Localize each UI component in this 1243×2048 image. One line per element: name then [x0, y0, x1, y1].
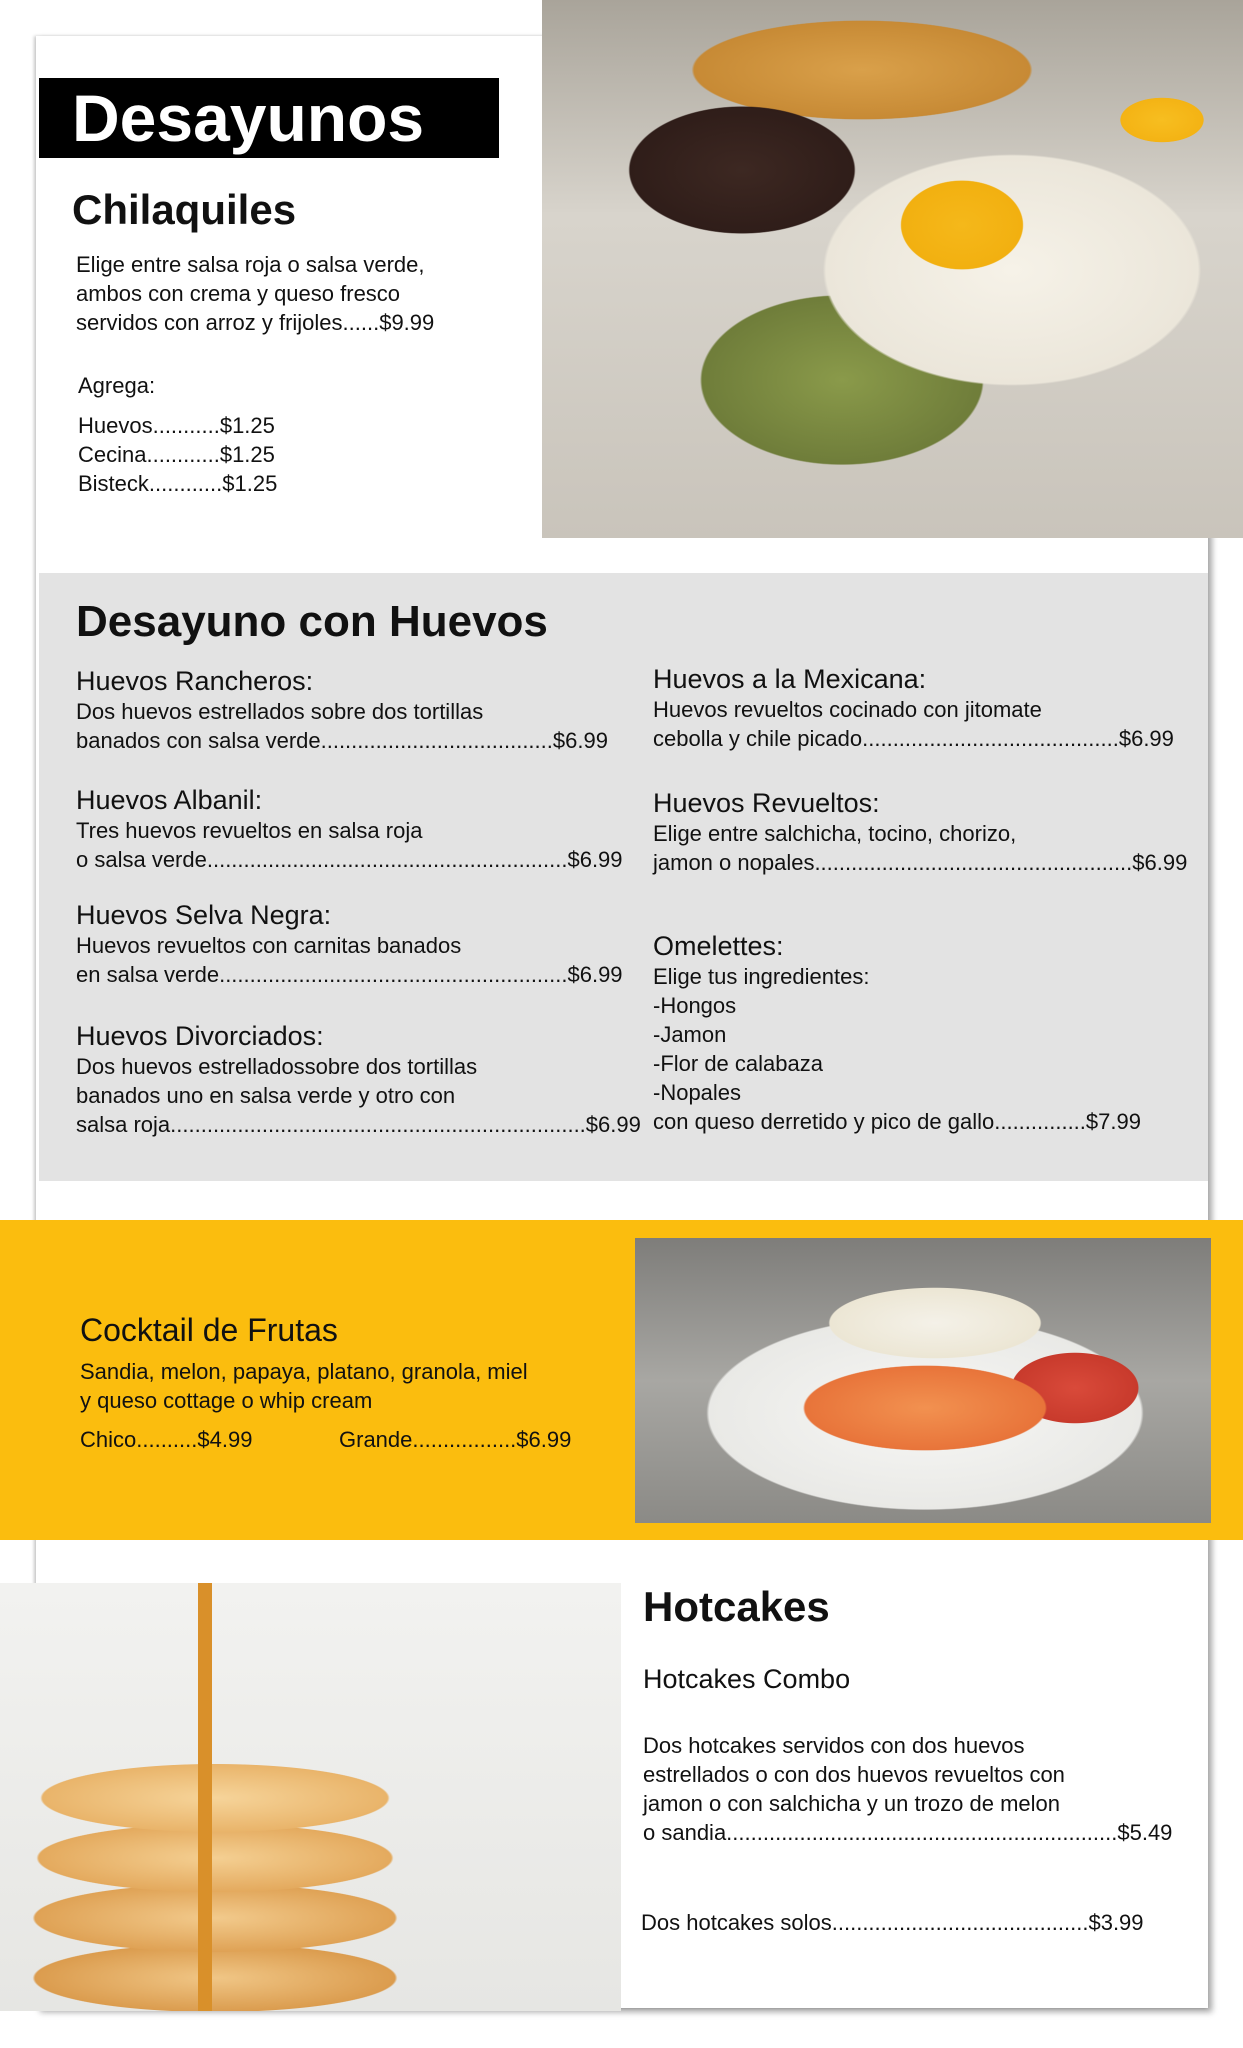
item-name: Huevos Rancheros: — [76, 666, 314, 696]
menu-item — [76, 1020, 641, 1139]
huevos-section-title: Desayuno con Huevos — [76, 597, 548, 646]
hotcakes-desc-line: jamon o con salchicha y un trozo de melon — [643, 1791, 1061, 1816]
hotcakes-title: Hotcakes — [643, 1583, 830, 1630]
item-desc-line: banados con salsa verde......................................$6.99 — [76, 728, 608, 753]
menu-item — [653, 930, 1141, 1136]
menu-item — [76, 665, 608, 755]
chilaquiles-title: Chilaquiles — [72, 186, 297, 233]
chilaquiles-desc-line: ambos con crema y queso fresco — [76, 281, 401, 306]
item-name: Huevos Selva Negra: — [76, 900, 332, 930]
item-desc-line: -Flor de calabaza — [653, 1051, 823, 1076]
extra-item: Cecina............$1.25 — [78, 442, 275, 467]
cocktail-chico-price: Chico..........$4.99 — [80, 1427, 253, 1452]
item-desc-line: Tres huevos revueltos en salsa roja — [76, 818, 423, 843]
item-desc-line: -Nopales — [653, 1080, 742, 1105]
item-desc-line: -Jamon — [653, 1022, 727, 1047]
chilaquiles-desc — [76, 250, 434, 337]
item-desc-line: -Hongos — [653, 993, 737, 1018]
item-desc-line: Elige tus ingredientes: — [653, 964, 870, 989]
item-desc-line: Dos huevos estrelladossobre dos tortillas — [76, 1054, 478, 1079]
hotcakes-desc-line: Dos hotcakes servidos con dos huevos — [643, 1733, 1025, 1758]
chilaquiles-extras — [78, 411, 277, 498]
item-name: Huevos Albanil: — [76, 785, 263, 815]
extra-item: Huevos...........$1.25 — [78, 413, 275, 438]
agrega-label: Agrega: — [78, 373, 156, 398]
desayunos-header: Desayunos — [72, 81, 425, 155]
chilaquiles-desc-line: Elige entre salsa roja o salsa verde, — [76, 252, 425, 277]
item-desc-line: cebolla y chile picado..........................................$6.99 — [653, 726, 1174, 751]
hotcakes-combo-title: Hotcakes Combo — [643, 1664, 851, 1694]
item-desc-line: en salsa verde.........................................................$6.99 — [76, 962, 623, 987]
cocktail-title: Cocktail de Frutas — [80, 1312, 338, 1348]
menu-item — [653, 663, 1174, 753]
cocktail-desc-line: Sandia, melon, papaya, platano, granola, miel — [80, 1359, 528, 1384]
item-desc-line: Huevos revueltos con carnitas banados — [76, 933, 462, 958]
item-name: Huevos Divorciados: — [76, 1021, 324, 1051]
hotcakes-solos: Dos hotcakes solos..........................................$3.99 — [641, 1910, 1144, 1935]
item-desc-line: o salsa verde...........................................................$6.99 — [76, 847, 623, 872]
menu-item — [653, 787, 1187, 877]
cocktail-grande-price: Grande.................$6.99 — [339, 1427, 572, 1452]
fruit-photo — [635, 1238, 1211, 1523]
item-desc-line: Dos huevos estrellados sobre dos tortillas — [76, 699, 484, 724]
item-desc-line: salsa roja....................................................................$6.99 — [76, 1112, 641, 1137]
item-name: Huevos Revueltos: — [653, 788, 880, 818]
menu-item — [76, 899, 623, 989]
hotcakes-desc-line: o sandia................................................................$5.49 — [643, 1820, 1173, 1845]
menu-item — [76, 784, 623, 874]
cocktail-desc-line: y queso cottage o whip cream — [80, 1388, 373, 1413]
item-name: Huevos a la Mexicana: — [653, 664, 927, 694]
item-name: Omelettes: — [653, 931, 784, 961]
hotcakes-photo — [0, 1583, 621, 2011]
extra-item: Bisteck............$1.25 — [78, 471, 278, 496]
item-desc-line: con queso derretido y pico de gallo...............$7.99 — [653, 1109, 1141, 1134]
cocktail-desc — [80, 1357, 528, 1415]
chilaquiles-desc-line: servidos con arroz y frijoles......$9.99 — [76, 310, 435, 335]
chilaquiles-photo — [542, 0, 1243, 538]
hotcakes-combo-desc — [643, 1731, 1172, 1847]
item-desc-line: Elige entre salchicha, tocino, chorizo, — [653, 821, 1017, 846]
item-desc-line: jamon o nopales....................................................$6.99 — [653, 850, 1188, 875]
item-desc-line: Huevos revueltos cocinado con jitomate — [653, 697, 1042, 722]
item-desc-line: banados uno en salsa verde y otro con — [76, 1083, 456, 1108]
hotcakes-desc-line: estrellados o con dos huevos revueltos con — [643, 1762, 1065, 1787]
